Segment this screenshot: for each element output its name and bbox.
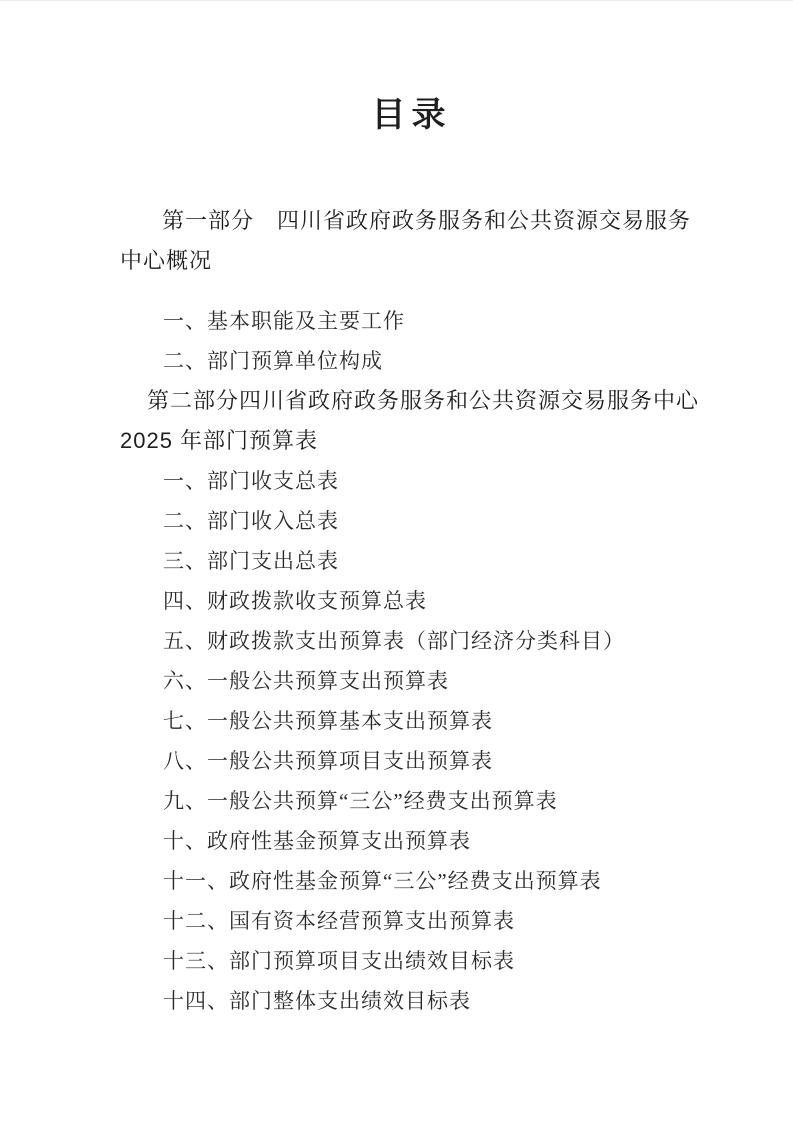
toc-entry: 十三、部门预算项目支出绩效目标表 [163,949,515,973]
section-heading-line: 2025 年部门预算表 [120,428,319,453]
section-heading [120,201,703,281]
toc-entry: 九、一般公共预算“三公”经费支出预算表 [163,789,558,813]
section-heading-line: 第二部分四川省政府政务服务和公共资源交易服务中心 [147,388,700,413]
toc-entry: 六、一般公共预算支出预算表 [163,669,449,693]
toc-section [120,381,703,1021]
page-title: 目录 [371,97,452,134]
toc-section [120,201,703,381]
toc-entry: 一、部门收支总表 [163,469,339,493]
toc-items [120,301,703,381]
section-heading-line: 中心概况 [120,248,213,273]
toc-entry: 十二、国有资本经营预算支出预算表 [163,909,515,933]
toc-entry: 十、政府性基金预算支出预算表 [163,829,471,853]
content-column [120,92,703,1021]
toc-entry: 一、基本职能及主要工作 [163,309,405,333]
toc-entry: 四、财政拨款收支预算总表 [163,589,427,613]
section-heading-line: 第一部分 四川省政府政务服务和公共资源交易服务 [162,208,692,233]
toc-entry: 三、部门支出总表 [163,549,339,573]
toc-entry: 二、部门收入总表 [163,509,339,533]
toc-entry: 十一、政府性基金预算“三公”经费支出预算表 [163,869,602,893]
toc-entry: 十四、部门整体支出绩效目标表 [163,989,471,1013]
toc-entry: 二、部门预算单位构成 [163,349,383,373]
section-heading [120,381,703,461]
toc-entry: 七、一般公共预算基本支出预算表 [163,709,493,733]
toc-entry: 八、一般公共预算项目支出预算表 [163,749,493,773]
toc-entry: 五、财政拨款支出预算表（部门经济分类科目） [163,629,625,653]
toc-items [120,461,703,1021]
toc-content [120,201,703,1021]
